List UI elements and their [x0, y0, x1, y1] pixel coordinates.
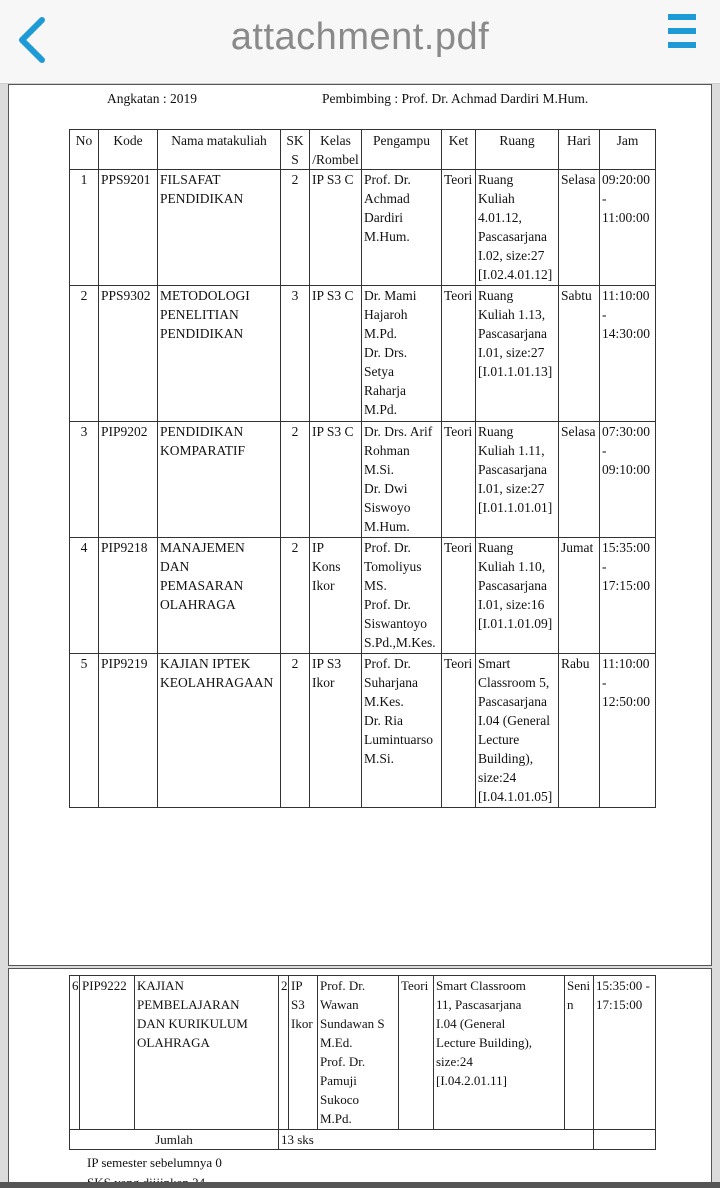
cell-kode: PPS9302 [99, 286, 158, 422]
cell-pengampu-line: Dardiri [364, 210, 403, 225]
cell-kelas-line: Ikor [312, 578, 335, 593]
cell-ruang-line: Pascasarjana [478, 462, 547, 477]
cell-sks: 2 [281, 538, 310, 654]
cell-ket: Teori [442, 170, 476, 286]
cell-pengampu-line: Dr. Mami [364, 288, 417, 303]
cell-nama [158, 170, 281, 286]
cell-ruang [476, 422, 559, 538]
cell-pengampu [362, 286, 442, 422]
cell-nama-line: PENDIDIKAN [160, 424, 244, 439]
cell-hari: Sabtu [559, 286, 600, 422]
cell-ruang-line: Smart Classroom [436, 978, 526, 993]
cell-kode: PIP9222 [80, 976, 135, 1130]
cell-pengampu-line: M.Ed. [320, 1035, 353, 1050]
cell-ruang-line: Pascasarjana [478, 694, 547, 709]
course-schedule-table [69, 129, 656, 808]
table-row [70, 170, 656, 286]
document-title: attachment.pdf [230, 16, 490, 58]
cell-hari: Jumat [559, 538, 600, 654]
cell-ruang-line: Pascasarjana [478, 578, 547, 593]
angkatan-text: Angkatan : 2019 [107, 91, 197, 106]
cell-kelas-line: IP S3 C [312, 288, 354, 303]
cell-pengampu-line: Rohman [364, 443, 410, 458]
cell-ruang-line: [I.02.4.01.12] [478, 267, 553, 282]
cell-pengampu-line: Sundawan S [320, 1016, 385, 1031]
cell-kelas [310, 170, 362, 286]
cell-pengampu-line: Achmad [364, 191, 410, 206]
cell-nama [135, 976, 279, 1130]
cell-ruang-line: Pascasarjana [478, 326, 547, 341]
cell-ruang-line: size:24 [478, 770, 517, 785]
cell-ruang [476, 538, 559, 654]
cell-ket: Teori [399, 976, 434, 1130]
cell-kelas [310, 654, 362, 808]
cell-kode: PIP9218 [99, 538, 158, 654]
cell-pengampu-line: M.Pd. [320, 1111, 352, 1126]
cell-kelas [310, 422, 362, 538]
cell-ruang-line: I.04 (General [478, 713, 550, 728]
cell-nama-line: KAJIAN IPTEK [160, 656, 251, 671]
cell-jam-line: 17:15:00 [602, 578, 651, 593]
header-pengampu: Pengampu [362, 130, 442, 170]
cell-pengampu-line: S.Pd.,M.Kes. [364, 635, 436, 650]
cell-pengampu-line: Prof. Dr. [364, 656, 411, 671]
cell-jam-line: 15:35:00 - [602, 540, 651, 574]
cell-ruang-line: Kuliah 1.10, [478, 559, 546, 574]
cell-ruang [434, 976, 565, 1130]
table-row [70, 538, 656, 654]
cell-nama-line: OLAHRAGA [160, 597, 236, 612]
cell-ruang-line: [I.04.1.01.05] [478, 789, 553, 804]
cell-pengampu-line: Siswantoyo [364, 616, 428, 631]
cell-ruang-line: Kuliah 1.11, [478, 443, 545, 458]
table-row [70, 654, 656, 808]
cell-nama [158, 286, 281, 422]
header-nama: Nama matakuliah [158, 130, 281, 170]
cell-nama [158, 422, 281, 538]
cell-nama [158, 654, 281, 808]
cell-pengampu-line: Pamuji [320, 1073, 357, 1088]
cell-pengampu-line: M.Pd. [364, 326, 398, 341]
cell-pengampu [362, 538, 442, 654]
cell-pengampu-line: M.Kes. [364, 694, 404, 709]
cell-ruang-line: I.02, size:27 [478, 248, 545, 263]
total-row [70, 1130, 656, 1150]
cell-hari: Selasa [559, 422, 600, 538]
cell-hari: Senin [565, 976, 594, 1130]
cell-ruang-line: [I.01.1.01.09] [478, 616, 553, 631]
header-kelas: Kelas /Rombel [310, 130, 362, 170]
cell-pengampu-line: Setya [364, 364, 394, 379]
cell-ruang-line: I.01, size:16 [478, 597, 545, 612]
cell-nama-line: DAN KURIKULUM [137, 1016, 248, 1031]
cell-ruang-line: Ruang [478, 172, 514, 187]
header-ket: Ket [442, 130, 476, 170]
cell-pengampu-line: M.Pd. [364, 402, 398, 417]
cell-jam [594, 976, 656, 1130]
cell-ruang-line: Lecture [478, 732, 520, 747]
cell-jam-line: 15:35:00 - [596, 978, 650, 993]
cell-ruang-line: Lecture Building), [436, 1035, 533, 1050]
cell-kode: PIP9219 [99, 654, 158, 808]
cell-jam [600, 538, 656, 654]
cell-kelas-line: IP S3 C [312, 172, 354, 187]
cell-no: 4 [70, 538, 99, 654]
cell-ruang-line: 4.01.12, [478, 210, 522, 225]
cell-ket: Teori [442, 422, 476, 538]
cell-kode: PPS9201 [99, 170, 158, 286]
header-hari: Hari [559, 130, 600, 170]
cell-ket: Teori [442, 286, 476, 422]
cell-no: 5 [70, 654, 99, 808]
table-row [70, 976, 656, 1130]
cell-jam-line: 09:20:00 - [602, 172, 651, 206]
cell-sks: 2 [281, 654, 310, 808]
cell-ruang-line: Ruang [478, 540, 514, 555]
menu-icon [668, 14, 696, 20]
header-jam: Jam [600, 130, 656, 170]
cell-nama-line: KAJIAN [137, 978, 184, 993]
cell-jam-line: 17:15:00 [596, 997, 643, 1012]
pembimbing-text: Pembimbing : Prof. Dr. Achmad Dardiri M.Hum. [322, 91, 589, 106]
cell-jam [600, 654, 656, 808]
cell-pengampu-line: Prof. Dr. [320, 1054, 366, 1069]
cell-ruang-line: Smart [478, 656, 511, 671]
cell-ruang-line: I.01, size:27 [478, 481, 545, 496]
cell-ruang-line: Kuliah [478, 191, 515, 206]
cell-nama-line: PEMBELAJARAN [137, 997, 240, 1012]
cell-sks: 2 [279, 976, 289, 1130]
cell-pengampu-line: Sukoco [320, 1092, 359, 1107]
cell-jam-line: 09:10:00 [602, 462, 651, 477]
table-row [70, 422, 656, 538]
cell-nama [158, 538, 281, 654]
cell-pengampu [318, 976, 399, 1130]
header-sks: SKS [281, 130, 310, 170]
cell-pengampu-line: Lumintuarso [364, 732, 433, 747]
cell-nama-line: OLAHRAGA [137, 1035, 210, 1050]
cell-ruang-line: [I.04.2.01.11] [436, 1073, 508, 1088]
pdf-page-1 [8, 84, 712, 966]
cell-nama-line: PENDIDIKAN [160, 326, 244, 341]
cell-ruang-line: I.04 (General [436, 1016, 506, 1031]
cell-kelas-line: IP [312, 540, 325, 555]
ip-semester-note: IP semester sebelumnya 0 [87, 1155, 222, 1170]
cell-nama-line: KEOLAHRAGAAN [160, 675, 274, 690]
cell-jam [600, 286, 656, 422]
cell-kelas-line: Kons [312, 559, 341, 574]
total-value: 13 sks [279, 1130, 594, 1150]
cell-jam-line: 11:00:00 [602, 210, 650, 225]
cell-ruang [476, 170, 559, 286]
header-kode: Kode [99, 130, 158, 170]
cell-ruang-line: size:24 [436, 1054, 473, 1069]
cell-nama-line: MANAJEMEN [160, 540, 245, 555]
total-label: Jumlah [70, 1130, 279, 1150]
cell-nama-line: DAN [160, 559, 190, 574]
pdf-page-2 [8, 968, 712, 1188]
cell-pengampu-line: Raharja [364, 383, 406, 398]
cell-jam-line: 14:30:00 [602, 326, 651, 341]
cell-ruang-line: Ruang [478, 288, 514, 303]
cell-kelas-line: IP S3 C [312, 424, 354, 439]
cell-pengampu [362, 654, 442, 808]
cell-nama-line: FILSAFAT [160, 172, 221, 187]
cell-ruang-line: I.01, size:27 [478, 345, 545, 360]
cell-pengampu-line: Dr. Ria [364, 713, 403, 728]
cell-kelas-line: Ikor [291, 1016, 313, 1031]
cell-no: 1 [70, 170, 99, 286]
cell-kelas-line: Ikor [312, 675, 335, 690]
header-ruang: Ruang [476, 130, 559, 170]
cell-ruang-line: Building), [478, 751, 534, 766]
header-no: No [70, 130, 99, 170]
cell-jam-line: 12:50:00 [602, 694, 651, 709]
bottom-edge [0, 1182, 720, 1188]
cell-jam [600, 422, 656, 538]
cell-pengampu-line: Dr. Drs. [364, 345, 408, 360]
cell-nama-line: KOMPARATIF [160, 443, 246, 458]
table-header-row [70, 130, 656, 170]
cell-ruang-line: Pascasarjana [478, 229, 547, 244]
cell-pengampu-line: M.Si. [364, 751, 395, 766]
cell-kelas-line: S3 [291, 997, 305, 1012]
cell-no: 6 [70, 976, 80, 1130]
cell-pengampu-line: Dr. Drs. Arif [364, 424, 433, 439]
cell-pengampu-line: M.Hum. [364, 229, 410, 244]
cell-nama-line: PENELITIAN [160, 307, 239, 322]
cell-pengampu-line: Prof. Dr. [364, 597, 411, 612]
cell-nama-line: METODOLOGI [160, 288, 250, 303]
cell-pengampu-line: MS. [364, 578, 387, 593]
cell-pengampu-line: Prof. Dr. [320, 978, 366, 993]
cell-pengampu-line: Dr. Dwi [364, 481, 408, 496]
table-row [70, 286, 656, 422]
cell-ruang [476, 654, 559, 808]
cell-pengampu-line: M.Si. [364, 462, 395, 477]
cell-pengampu-line: Wawan [320, 997, 359, 1012]
cell-hari: Rabu [559, 654, 600, 808]
cell-no: 2 [70, 286, 99, 422]
cell-pengampu-line: M.Hum. [364, 519, 410, 534]
course-schedule-table-continued [69, 975, 656, 1150]
cell-kelas [310, 286, 362, 422]
cell-kelas [310, 538, 362, 654]
cell-ruang-line: 11, Pascasarjana [436, 997, 522, 1012]
cell-sks: 2 [281, 422, 310, 538]
cell-ket: Teori [442, 654, 476, 808]
cell-sks: 3 [281, 286, 310, 422]
cell-pengampu-line: Hajaroh [364, 307, 408, 322]
cell-kelas-line: IP [291, 978, 303, 993]
menu-button[interactable] [664, 14, 700, 64]
cell-jam-line: 11:10:00 - [602, 656, 650, 690]
cell-ket: Teori [442, 538, 476, 654]
cell-kelas [289, 976, 318, 1130]
cell-pengampu-line: Tomoliyus [364, 559, 422, 574]
app-bar [0, 0, 720, 84]
cell-kelas-line: IP S3 [312, 656, 342, 671]
cell-kode: PIP9202 [99, 422, 158, 538]
cell-pengampu-line: Siswoyo [364, 500, 411, 515]
cell-ruang-line: [I.01.1.01.01] [478, 500, 553, 515]
cell-jam [600, 170, 656, 286]
cell-no: 3 [70, 422, 99, 538]
cell-pengampu-line: Prof. Dr. [364, 172, 411, 187]
cell-jam-line: 07:30:00 - [602, 424, 651, 458]
cell-hari: Selasa [559, 170, 600, 286]
cell-jam-line: 11:10:00 - [602, 288, 650, 322]
cell-pengampu [362, 170, 442, 286]
cell-ruang-line: Ruang [478, 424, 514, 439]
cell-pengampu-line: Suharjana [364, 675, 418, 690]
cell-ruang [476, 286, 559, 422]
cell-ruang-line: Kuliah 1.13, [478, 307, 546, 322]
cell-pengampu [362, 422, 442, 538]
cell-ruang-line: Classroom 5, [478, 675, 550, 690]
cell-pengampu-line: Prof. Dr. [364, 540, 411, 555]
cell-ruang-line: [I.01.1.01.13] [478, 364, 553, 379]
cell-sks: 2 [281, 170, 310, 286]
cell-nama-line: PENDIDIKAN [160, 191, 244, 206]
cell-nama-line: PEMASARAN [160, 578, 244, 593]
